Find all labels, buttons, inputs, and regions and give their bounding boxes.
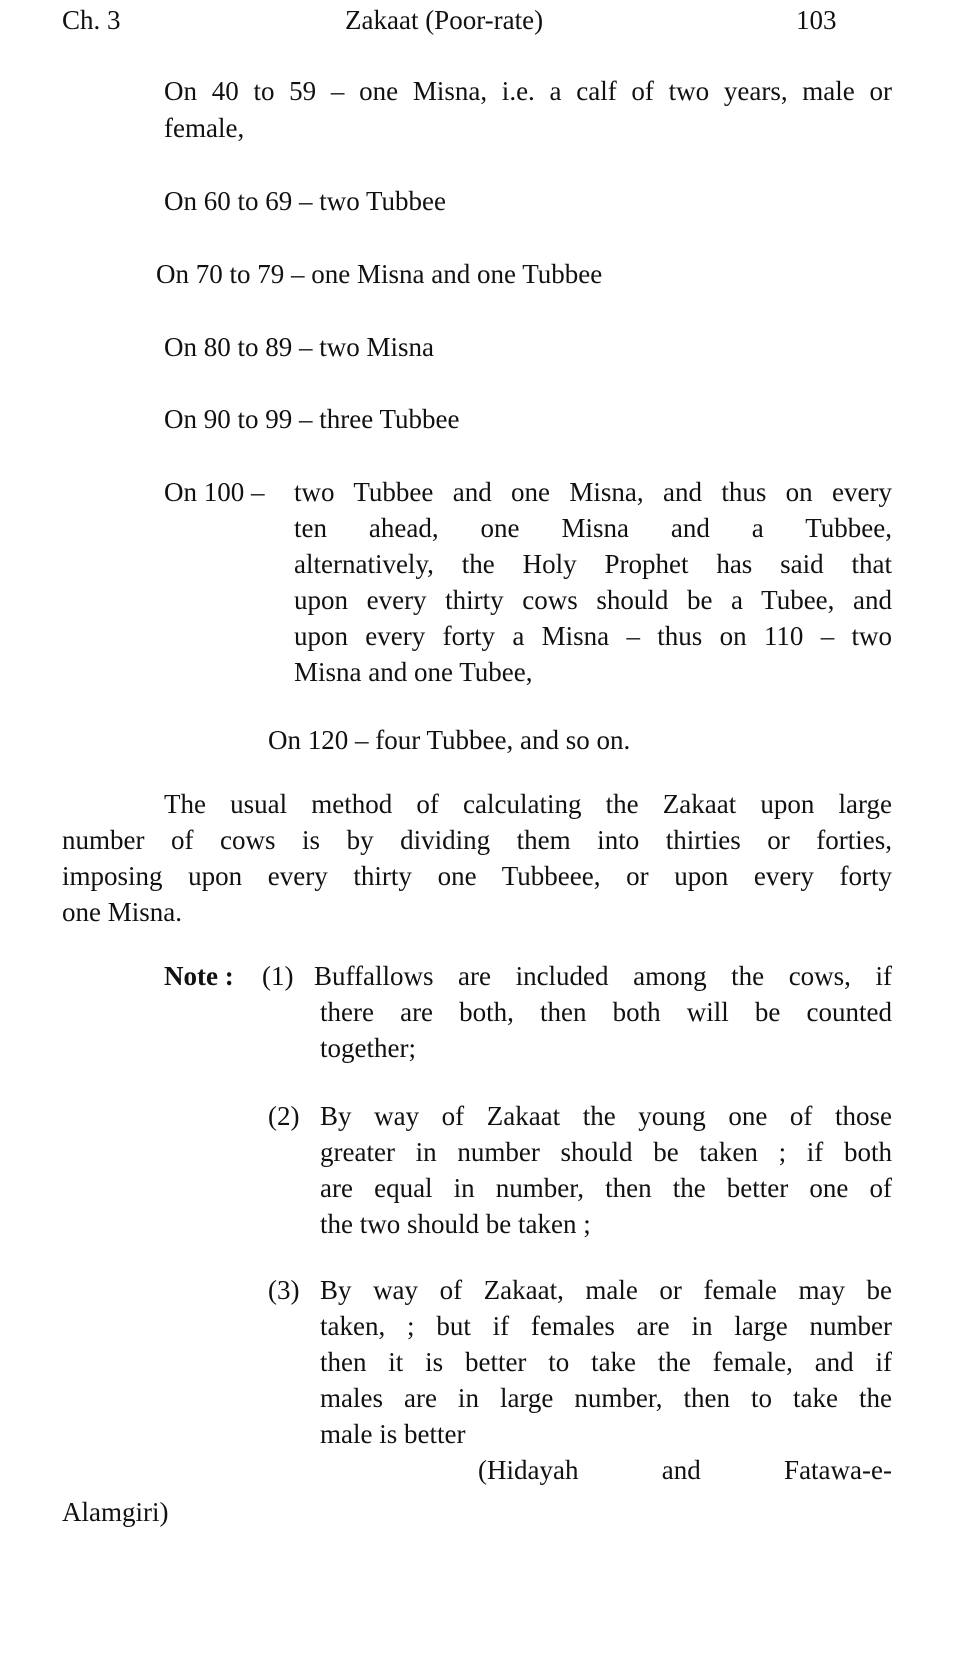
rate-100-line-1: two Tubbee and one Misna, and thus on every xyxy=(294,477,892,507)
rate-80-89: On 80 to 89 – two Misna xyxy=(164,332,434,362)
rate-100-line-4: upon every thirty cows should be a Tubee, and xyxy=(294,585,892,615)
paragraph-line-2: number of cows is by dividing them into thirties or forties, xyxy=(62,825,892,855)
rate-100-line-6: Misna and one Tubee, xyxy=(294,657,533,687)
rate-100-line-3: alternatively, the Holy Prophet has said that xyxy=(294,549,892,579)
page-header-title: Zakaat (Poor-rate) xyxy=(345,5,544,35)
note-item-2-line-2: greater in number should be taken ; if both xyxy=(320,1137,892,1167)
note-item-3-line-4: males are in large number, then to take the xyxy=(320,1383,892,1413)
citation-line-2: Alamgiri) xyxy=(62,1497,169,1527)
note-item-1-number: (1) xyxy=(262,961,294,991)
rate-60-69: On 60 to 69 – two Tubbee xyxy=(164,186,447,216)
note-item-3-line-2: taken, ; but if females are in large number xyxy=(320,1311,892,1341)
note-item-2-line-1: By way of Zakaat the young one of those xyxy=(320,1101,892,1131)
chapter-label: Ch. 3 xyxy=(62,5,121,35)
note-item-3-number: (3) xyxy=(268,1275,300,1305)
paragraph-line-3: imposing upon every thirty one Tubbeee, or upon every forty xyxy=(62,861,892,891)
page-number: 103 xyxy=(796,5,837,35)
note-item-2-line-3: are equal in number, then the better one of xyxy=(320,1173,892,1203)
note-item-1-line-1: Buffallows are included among the cows, if xyxy=(314,961,892,991)
note-item-2-line-4: the two should be taken ; xyxy=(320,1209,591,1239)
rate-120: On 120 – four Tubbee, and so on. xyxy=(268,725,631,755)
rate-40-59-line-2: female, xyxy=(164,113,245,143)
rate-40-59-line-1: On 40 to 59 – one Misna, i.e. a calf of two years, male or xyxy=(164,76,892,106)
note-item-3-line-3: then it is better to take the female, and if xyxy=(320,1347,892,1377)
note-item-1-line-2: there are both, then both will be counted xyxy=(320,997,892,1027)
note-item-3-line-5: male is better xyxy=(320,1419,466,1449)
rate-100-line-5: upon every forty a Misna – thus on 110 – two xyxy=(294,621,892,651)
note-item-3-line-1: By way of Zakaat, male or female may be xyxy=(320,1275,892,1305)
paragraph-line-4: one Misna. xyxy=(62,897,182,927)
rate-70-79: On 70 to 79 – one Misna and one Tubbee xyxy=(156,259,603,289)
rate-100-lead: On 100 – xyxy=(164,477,265,507)
rate-100-line-2: ten ahead, one Misna and a Tubbee, xyxy=(294,513,892,543)
rate-90-99: On 90 to 99 – three Tubbee xyxy=(164,404,460,434)
citation-line-1: (Hidayah and Fatawa-e- xyxy=(478,1455,892,1485)
paragraph-line-1: The usual method of calculating the Zakaat upon large xyxy=(164,789,892,819)
note-label: Note : xyxy=(164,961,234,991)
note-item-2-number: (2) xyxy=(268,1101,300,1131)
note-item-1-line-3: together; xyxy=(320,1033,416,1063)
